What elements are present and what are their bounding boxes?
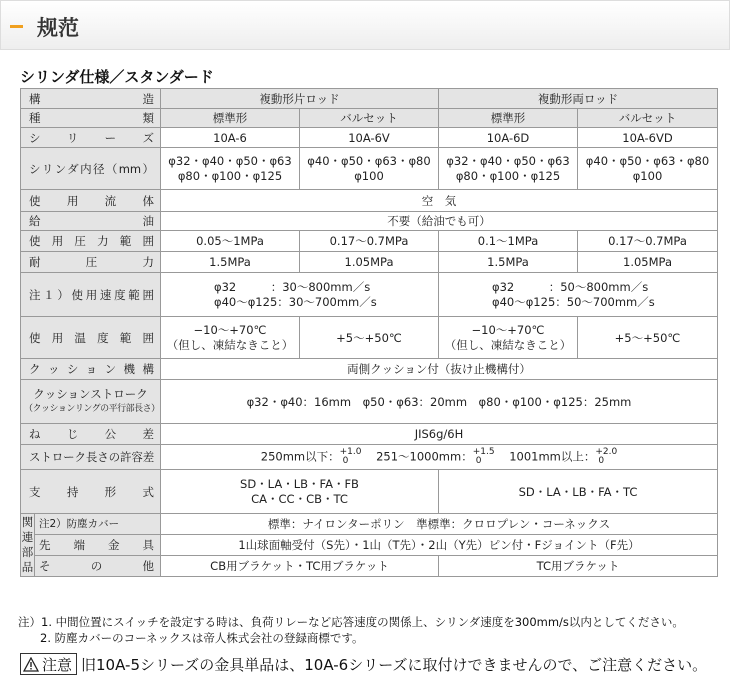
notes (18, 614, 684, 646)
table-cell: φ32・φ40・φ50・φ63 φ80・φ100・φ125 (161, 148, 300, 190)
table-row (21, 359, 718, 380)
row-label: 使 用 流 体 (21, 190, 161, 212)
table-row (21, 470, 718, 514)
row-label: 先 端 金 具 (35, 535, 161, 556)
header-cell: 複動形片ロッド (161, 89, 439, 109)
table-cell: 0.17～0.7MPa (578, 231, 718, 252)
section-header (0, 0, 730, 50)
caution-text: 旧10A-5シリーズの金具単品は、10A-6シリーズに取付けできませんので、ご注意ください。 (81, 655, 708, 674)
table-cell: φ32 ：50～800mm／s φ40～φ125：50～700mm／s (439, 273, 718, 317)
table-cell: −10～+70℃ （但し、凍結なきこと） (161, 317, 300, 359)
row-label: 注2）防塵カバー (35, 514, 161, 535)
row-label: 耐 圧 力 (21, 252, 161, 273)
row-label: 種 類 (21, 109, 161, 128)
warning-icon (23, 657, 39, 672)
row-label: シ リ ー ズ (21, 128, 161, 148)
table-cell: φ40・φ50・φ63・φ80 φ100 (578, 148, 718, 190)
table-cell: 0.17～0.7MPa (300, 231, 439, 252)
table-cell: 1山球面軸受付（S先）・1山（T先）・2山（Y先）ピン付・Fジョイント（F先） (161, 535, 718, 556)
table-cell: 不要（給油でも可） (161, 212, 718, 231)
row-label: 構 造 (21, 89, 161, 109)
table-title: シリンダ仕様／スタンダード (20, 68, 214, 86)
table-cell: 1.05MPa (578, 252, 718, 273)
table-cell: CB用ブラケット・TC用ブラケット (161, 556, 439, 577)
table-cell: +5～+50℃ (300, 317, 439, 359)
table-row (21, 212, 718, 231)
header-cell: 標準形 (439, 109, 578, 128)
note-2: 2. 防塵カバーのコーネックスは帝人株式会社の登録商標です。 (40, 631, 364, 645)
row-label: 使用圧力範囲 (21, 231, 161, 252)
table-row (21, 380, 718, 424)
table-cell: 10A-6D (439, 128, 578, 148)
table-cell: 空 気 (161, 190, 718, 212)
table-row (21, 445, 718, 470)
caution-badge (20, 653, 77, 675)
table-row (21, 190, 718, 212)
row-label: そ の 他 (35, 556, 161, 577)
row-label: 給 油 (21, 212, 161, 231)
table-row (21, 556, 718, 577)
note-1: 注）1. 中間位置にスイッチを設定する時は、負荷リレーなど応答速度の関係上、シリンダ速度を300mm/s以内としてください。 (18, 615, 684, 629)
table-row (21, 252, 718, 273)
table-cell: φ32 ：30～800mm／s φ40～φ125：30～700mm／s (161, 273, 439, 317)
row-label: シリンダ内径（mm） (21, 148, 161, 190)
table-cell: 10A-6VD (578, 128, 718, 148)
spec-table (20, 88, 718, 577)
table-cell: 0.1～1MPa (439, 231, 578, 252)
table-cell: 10A-6V (300, 128, 439, 148)
table-row (21, 514, 718, 535)
table-cell: −10～+70℃ （但し、凍結なきこと） (439, 317, 578, 359)
table-cell: 0.05～1MPa (161, 231, 300, 252)
table-row (21, 109, 718, 128)
table-row (21, 424, 718, 445)
header-cell: 複動形両ロッド (439, 89, 718, 109)
table-cell: +5～+50℃ (578, 317, 718, 359)
row-label: 使用温度範囲 (21, 317, 161, 359)
related-parts-label: 関 連 部 品 (21, 514, 35, 577)
row-label: 支 持 形 式 (21, 470, 161, 514)
table-cell: φ32・φ40・φ50・φ63 φ80・φ100・φ125 (439, 148, 578, 190)
table-row (21, 89, 718, 109)
table-row (21, 128, 718, 148)
header-cell: 標準形 (161, 109, 300, 128)
caution-notice (20, 653, 707, 675)
table-row (21, 148, 718, 190)
table-cell: SD・LA・LB・FA・FB CA・CC・CB・TC (161, 470, 439, 514)
table-cell: 250mm以下： +1.0 0 251～1000mm： +1.5 0 1001mm以上： +2.0 0 (161, 445, 718, 470)
table-row (21, 231, 718, 252)
row-label: クッション機構 (21, 359, 161, 380)
section-title: 规范 (37, 16, 79, 40)
table-cell: 1.05MPa (300, 252, 439, 273)
table-cell: φ32・φ40：16mm φ50・φ63：20mm φ80・φ100・φ125：25mm (161, 380, 718, 424)
table-cell: 標準：ナイロンターポリン 準標準：クロロプレン・コーネックス (161, 514, 718, 535)
table-cell: 1.5MPa (439, 252, 578, 273)
table-cell: JIS6g/6H (161, 424, 718, 445)
row-label: ね じ 公 差 (21, 424, 161, 445)
row-label: クッションストローク （クッションリングの平行部長さ） (21, 380, 161, 424)
caution-label: 注意 (42, 655, 73, 674)
table-cell: 1.5MPa (161, 252, 300, 273)
header-cell: バルセット (300, 109, 439, 128)
row-label: 注１）使用速度範囲 (21, 273, 161, 317)
table-cell: φ40・φ50・φ63・φ80 φ100 (300, 148, 439, 190)
accent-bar (10, 25, 23, 28)
table-cell: 10A-6 (161, 128, 300, 148)
table-cell: 両側クッション付（抜け止機構付） (161, 359, 718, 380)
table-cell: TC用ブラケット (439, 556, 718, 577)
header-cell: バルセット (578, 109, 718, 128)
table-cell: SD・LA・LB・FA・TC (439, 470, 718, 514)
table-row (21, 317, 718, 359)
table-row (21, 535, 718, 556)
row-label: ストローク長さの許容差 (21, 445, 161, 470)
table-row (21, 273, 718, 317)
